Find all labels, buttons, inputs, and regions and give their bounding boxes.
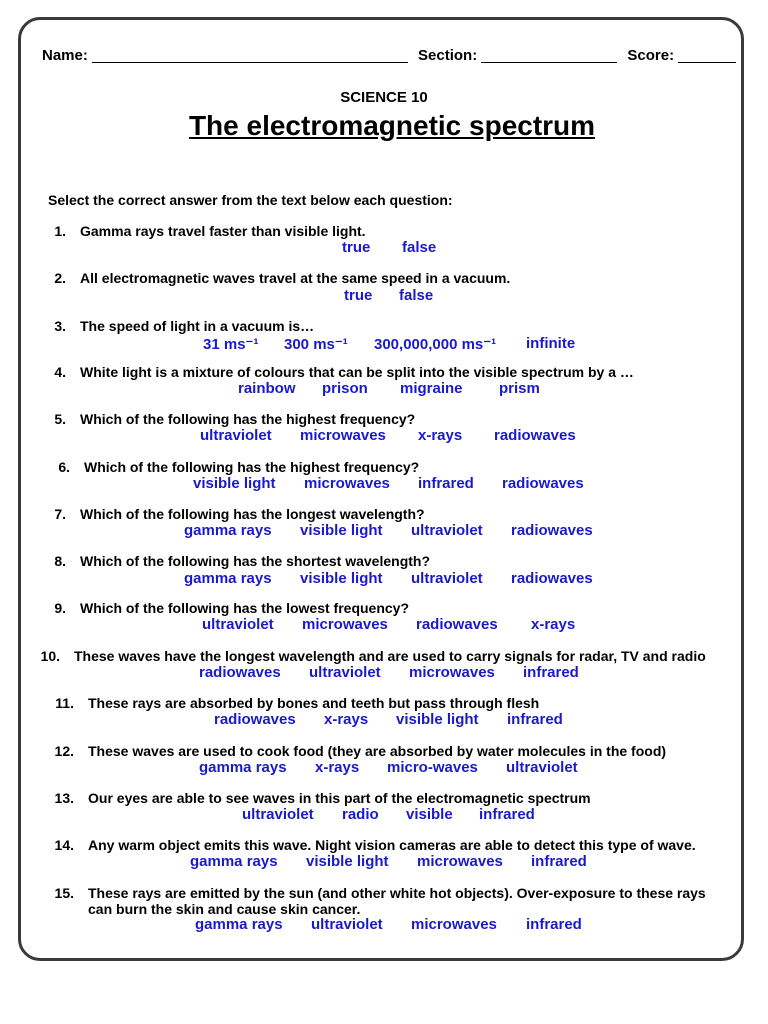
question-8: [54, 553, 431, 569]
answer-option[interactable]: gamma rays: [199, 759, 287, 776]
answer-option[interactable]: microwaves: [304, 475, 390, 492]
question-number: 14.: [54, 837, 74, 853]
answer-option[interactable]: x-rays: [324, 711, 369, 728]
answer-option[interactable]: gamma rays: [184, 570, 272, 587]
answer-option[interactable]: infrared: [526, 916, 582, 933]
answer-option[interactable]: radiowaves: [511, 522, 593, 539]
answer-option[interactable]: ultraviolet: [309, 664, 381, 681]
answer-option[interactable]: visible light: [300, 522, 383, 539]
question-number: 10.: [40, 648, 60, 664]
answer-option[interactable]: gamma rays: [184, 522, 272, 539]
answer-option[interactable]: microwaves: [302, 616, 388, 633]
question-text: Which of the following has the lowest frequency?: [80, 600, 410, 616]
answer-option[interactable]: infrared: [523, 664, 579, 681]
answer-option[interactable]: x-rays: [315, 759, 360, 776]
question-13: [54, 790, 591, 806]
question-number: 15.: [54, 885, 74, 901]
question-number: 9.: [54, 600, 66, 616]
answer-option[interactable]: false: [399, 287, 434, 304]
answer-option[interactable]: ultraviolet: [506, 759, 578, 776]
name-label: Name:: [42, 47, 88, 64]
question-10: [40, 648, 706, 664]
question-4: [54, 364, 634, 380]
question-14: [54, 837, 696, 853]
answer-option[interactable]: 300 ms⁻¹: [284, 336, 348, 353]
question-6: [58, 459, 420, 475]
question-5: [54, 411, 416, 427]
answer-option[interactable]: visible light: [306, 853, 389, 870]
answer-option[interactable]: radiowaves: [494, 427, 576, 444]
question-number: 6.: [58, 459, 70, 475]
question-number: 8.: [54, 553, 66, 569]
answer-option[interactable]: ultraviolet: [311, 916, 383, 933]
answer-option[interactable]: micro-waves: [387, 759, 478, 776]
question-text: All electromagnetic waves travel at the same speed in a vacuum.: [80, 270, 511, 286]
section-field[interactable]: [481, 48, 617, 63]
answer-option[interactable]: true: [342, 239, 371, 256]
answer-option[interactable]: x-rays: [531, 616, 576, 633]
score-field[interactable]: [678, 48, 736, 63]
answer-option[interactable]: gamma rays: [190, 853, 278, 870]
answer-option[interactable]: radiowaves: [502, 475, 584, 492]
answer-option[interactable]: infrared: [418, 475, 474, 492]
question-number: 1.: [54, 223, 66, 239]
student-info-line: [42, 47, 742, 64]
answer-option[interactable]: ultraviolet: [202, 616, 274, 633]
answer-option[interactable]: microwaves: [409, 664, 495, 681]
question-text: Which of the following has the longest wavelength?: [80, 506, 425, 522]
answer-option[interactable]: prison: [322, 380, 368, 397]
answer-option[interactable]: 300,000,000 ms⁻¹: [374, 336, 497, 353]
answer-option[interactable]: ultraviolet: [200, 427, 272, 444]
question-1: [54, 223, 366, 239]
answer-option[interactable]: radiowaves: [511, 570, 593, 587]
answer-option[interactable]: visible light: [396, 711, 479, 728]
question-12: [54, 743, 667, 759]
question-text: These waves are used to cook food (they are absorbed by water molecules in the food): [88, 743, 667, 759]
question-number: 7.: [54, 506, 66, 522]
question-text: Which of the following has the highest frequency?: [80, 411, 416, 427]
question-2: [54, 270, 511, 286]
answer-option[interactable]: infrared: [507, 711, 563, 728]
question-9: [54, 600, 410, 616]
course-label: SCIENCE 10: [340, 89, 428, 106]
answer-option[interactable]: gamma rays: [195, 916, 283, 933]
question-number: 4.: [54, 364, 66, 380]
answer-option[interactable]: radiowaves: [199, 664, 281, 681]
question-text: These waves have the longest wavelength and are used to carry signals for radar, TV and radio: [74, 648, 706, 664]
section-label: Section:: [418, 47, 478, 64]
answer-option[interactable]: x-rays: [418, 427, 463, 444]
answer-option[interactable]: rainbow: [238, 380, 296, 397]
answer-option[interactable]: false: [402, 239, 437, 256]
answer-option[interactable]: radiowaves: [214, 711, 296, 728]
answer-option[interactable]: infinite: [526, 335, 576, 352]
question-number: 12.: [54, 743, 74, 759]
answer-option[interactable]: prism: [499, 380, 540, 397]
answer-option[interactable]: migraine: [400, 380, 463, 397]
answer-option[interactable]: microwaves: [411, 916, 497, 933]
question-text: The speed of light in a vacuum is…: [80, 318, 315, 334]
answer-option[interactable]: visible light: [193, 475, 276, 492]
answer-option[interactable]: microwaves: [417, 853, 503, 870]
answer-option[interactable]: 31 ms⁻¹: [203, 336, 259, 353]
question-text: Gamma rays travel faster than visible light.: [80, 223, 366, 239]
answer-option[interactable]: infrared: [531, 853, 587, 870]
question-7: [54, 506, 425, 522]
question-11: [55, 695, 540, 711]
question-number: 5.: [54, 411, 66, 427]
question-text: White light is a mixture of colours that can be split into the visible spectrum by a …: [80, 364, 634, 380]
answer-option[interactable]: ultraviolet: [242, 806, 314, 823]
score-label: Score:: [627, 47, 675, 64]
page-title: The electromagnetic spectrum: [188, 110, 596, 141]
question-text: Our eyes are able to see waves in this part of the electromagnetic spectrum: [88, 790, 591, 806]
question-text: Any warm object emits this wave. Night vision cameras are able to detect this type of wave.: [88, 837, 696, 853]
question-number: 3.: [54, 318, 66, 334]
answer-option[interactable]: visible light: [300, 570, 383, 587]
answer-option[interactable]: true: [344, 287, 373, 304]
question-text: Which of the following has the shortest wavelength?: [80, 553, 431, 569]
question-number: 2.: [54, 270, 66, 286]
answer-option[interactable]: ultraviolet: [411, 570, 483, 587]
instructions: Select the correct answer from the text below each question:: [48, 192, 453, 208]
answer-option[interactable]: radiowaves: [416, 616, 498, 633]
name-field[interactable]: [92, 48, 408, 63]
question-15: [54, 885, 728, 917]
answer-option[interactable]: radio: [342, 806, 379, 823]
question-text: These rays are emitted by the sun (and other white hot objects). Over-exposure to these rays can burn the skin and cause skin cancer.: [88, 885, 706, 917]
answer-option[interactable]: infrared: [479, 806, 535, 823]
answer-option[interactable]: microwaves: [300, 427, 386, 444]
question-number: 11.: [55, 695, 74, 711]
question-3: [54, 318, 315, 334]
answer-option[interactable]: visible: [406, 806, 453, 823]
question-text: Which of the following has the highest frequency?: [84, 459, 420, 475]
question-text: These rays are absorbed by bones and teeth but pass through flesh: [88, 695, 540, 711]
question-number: 13.: [54, 790, 74, 806]
answer-option[interactable]: ultraviolet: [411, 522, 483, 539]
